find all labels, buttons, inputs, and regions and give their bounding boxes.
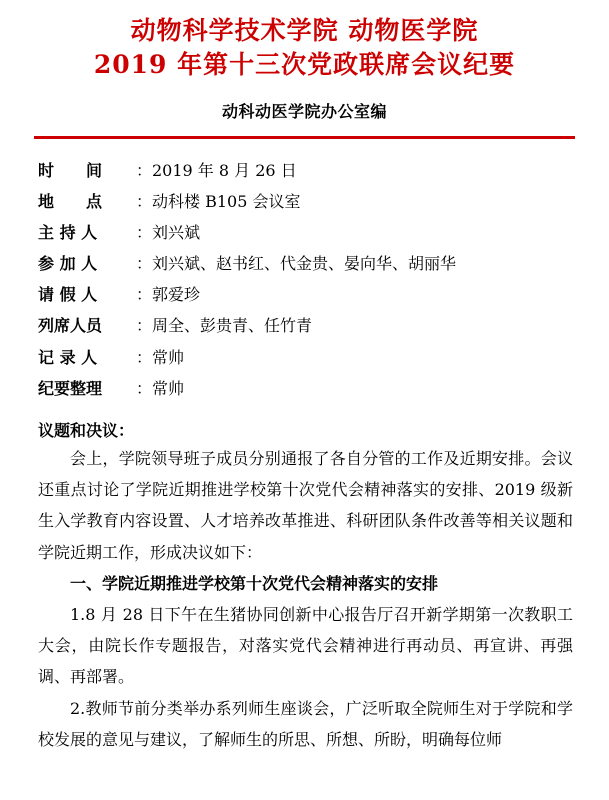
document-subtitle: 动科动医学院办公室编	[221, 101, 387, 121]
meeting-metadata	[34, 155, 575, 405]
paragraph-item-heading-1: 一、学院近期推进学校第十次党代会精神落实的安排	[70, 573, 439, 593]
meta-value: ：2019 年 8 月 26 日	[136, 160, 297, 180]
meta-value: ：刘兴斌	[136, 222, 201, 242]
meta-value: ：刘兴斌、赵书红、代金贵、晏向华、胡丽华	[136, 254, 457, 274]
meta-row	[38, 342, 575, 373]
section-heading-agenda: 议题和决议：	[38, 421, 135, 440]
title-divider	[34, 136, 575, 139]
meta-label: 列席人员	[38, 316, 103, 336]
meta-label: 时 间	[38, 160, 103, 180]
meta-value: ：常帅	[136, 347, 185, 367]
meta-row	[38, 279, 575, 310]
paragraph-item-1-2: 2.教师节前分类举办系列师生座谈会，广泛听取全院师生对于学院和学校发展的意见与建议，了解师生的所思、所想、所盼，明确每位师	[38, 698, 573, 749]
meta-label: 纪要整理	[38, 378, 103, 398]
meta-value: ：周全、彭贵青、任竹青	[136, 316, 313, 336]
paragraph-item-1-1: 1.8 月 28 日下午在生猪协同创新中心报告厅召开新学期第一次教职工大会，由院长作专题报告，对落实党代会精神进行再动员、再宣讲、再强调、再部署。	[38, 604, 573, 687]
paragraph-intro: 会上，学院领导班子成员分别通报了各自分管的工作及近期安排。会议还重点讨论了学院近期推进学校第十次党代会精神落实的安排、2019 级新生入学教育内容设置、人才培养改革推进、科研团队条件改善等相关议题和学院近期工作，形成决议如下：	[38, 449, 573, 562]
meta-value: ：常帅	[136, 378, 185, 398]
meta-row	[38, 155, 575, 186]
meta-value: ：动科楼 B105 会议室	[136, 191, 301, 211]
meta-label: 请 假 人	[38, 285, 98, 305]
meta-row	[38, 248, 575, 279]
meta-row	[38, 373, 575, 404]
meta-value: ：郭爱珍	[136, 285, 201, 305]
meta-label: 记 录 人	[38, 347, 98, 367]
meta-row	[38, 310, 575, 341]
meta-label: 参 加 人	[38, 254, 98, 274]
document-title-line2: 2019 年第十三次党政联席会议纪要	[93, 49, 516, 79]
meta-row	[38, 186, 575, 217]
meta-label: 主 持 人	[38, 222, 98, 242]
meta-label: 地 点	[38, 191, 103, 211]
meta-row	[38, 217, 575, 248]
document-title-line1: 动物科学技术学院 动物医学院	[130, 16, 479, 45]
